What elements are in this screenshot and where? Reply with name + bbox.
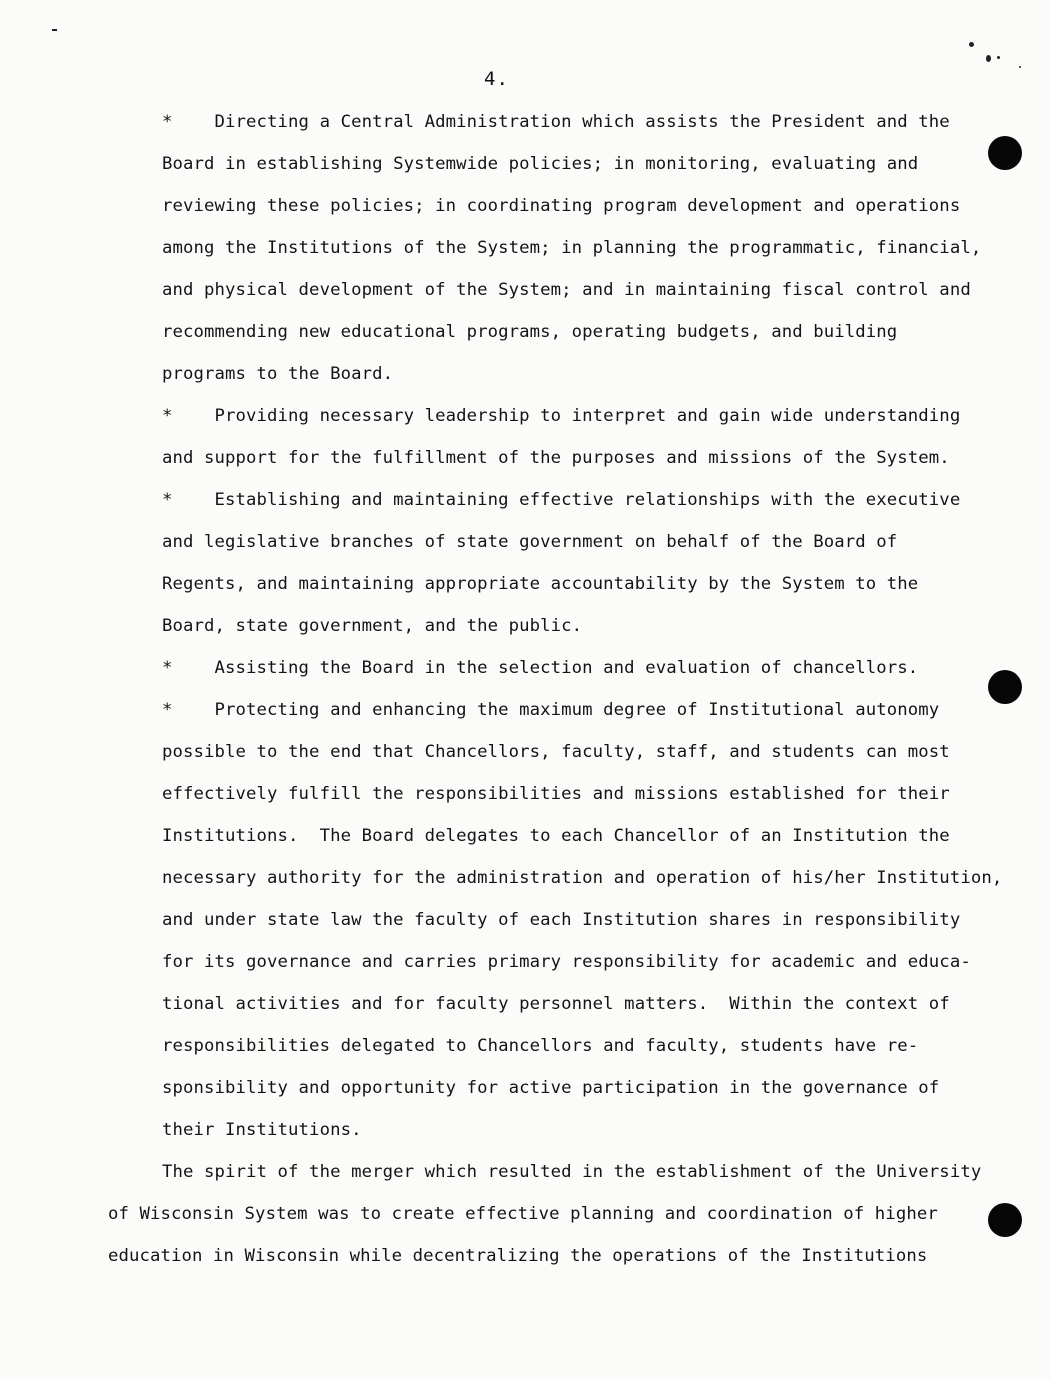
text-line: * Directing a Central Administration which assists the President and the (162, 112, 950, 132)
text-line: and legislative branches of state government on behalf of the Board of (162, 532, 898, 552)
text-line: their Institutions. (162, 1120, 362, 1140)
scan-speck (52, 29, 57, 31)
punch-hole (988, 136, 1022, 170)
text-line: Institutions. The Board delegates to each Chancellor of an Institution the (162, 826, 950, 846)
text-line: for its governance and carries primary responsibility for academic and educa- (162, 952, 971, 972)
text-line: Board in establishing Systemwide policies; in monitoring, evaluating and (162, 154, 919, 174)
text-line: tional activities and for faculty personnel matters. Within the context of (162, 994, 950, 1014)
text-line: * Assisting the Board in the selection and evaluation of chancellors. (162, 658, 919, 678)
text-line: Regents, and maintaining appropriate accountability by the System to the (162, 574, 919, 594)
scan-speck (969, 42, 974, 47)
text-line: * Establishing and maintaining effective relationships with the executive (162, 490, 961, 510)
text-line: and physical development of the System; and in maintaining fiscal control and (162, 280, 971, 300)
scan-speck (986, 55, 991, 62)
text-line: reviewing these policies; in coordinating program development and operations (162, 196, 961, 216)
text-line: and under state law the faculty of each Institution shares in responsibility (162, 910, 961, 930)
punch-hole (988, 670, 1022, 704)
text-line: education in Wisconsin while decentralizing the operations of the Institutions (108, 1246, 928, 1266)
page-number: 4. (484, 68, 509, 90)
scan-speck (1019, 66, 1021, 68)
punch-hole (988, 1203, 1022, 1237)
text-line: * Providing necessary leadership to interpret and gain wide understanding (162, 406, 961, 426)
text-line: of Wisconsin System was to create effective planning and coordination of higher (108, 1204, 938, 1224)
text-line: possible to the end that Chancellors, faculty, staff, and students can most (162, 742, 950, 762)
text-line: effectively fulfill the responsibilities and missions established for their (162, 784, 950, 804)
text-line: recommending new educational programs, operating budgets, and building (162, 322, 898, 342)
text-line: and support for the fulfillment of the purposes and missions of the System. (162, 448, 950, 468)
text-line: Board, state government, and the public. (162, 616, 583, 636)
text-line: among the Institutions of the System; in planning the programmatic, financial, (162, 238, 982, 258)
text-line: * Protecting and enhancing the maximum degree of Institutional autonomy (162, 700, 940, 720)
text-line: The spirit of the merger which resulted in the establishment of the University (162, 1162, 982, 1182)
text-line: programs to the Board. (162, 364, 394, 384)
text-line: sponsibility and opportunity for active participation in the governance of (162, 1078, 940, 1098)
scan-speck (997, 56, 1000, 59)
text-line: responsibilities delegated to Chancellors and faculty, students have re- (162, 1036, 919, 1056)
text-line: necessary authority for the administration and operation of his/her Institution, (162, 868, 1003, 888)
